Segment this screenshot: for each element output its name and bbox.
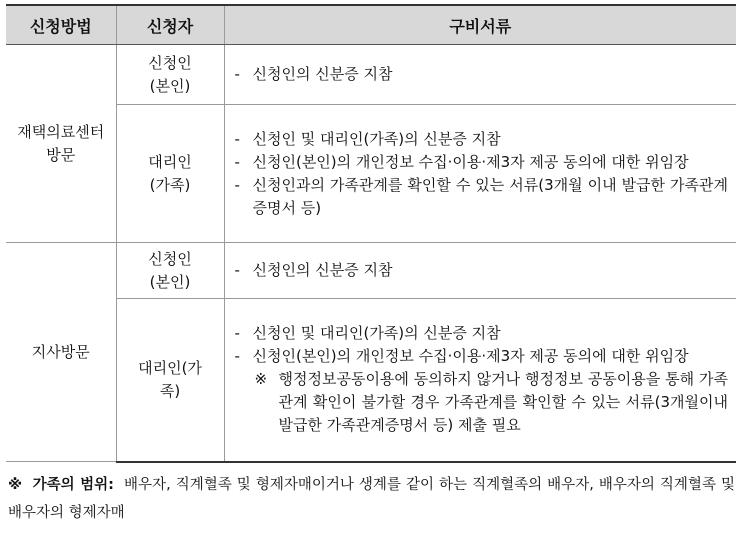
method-label: 재택의료센터 방문 [17, 122, 105, 164]
doc-item [235, 259, 729, 282]
method-clinic-visit [6, 45, 116, 243]
doc-item [235, 322, 729, 345]
footnote-text: 배우자, 직계혈족 및 형제자매이거나 생계를 같이 하는 직계혈족의 배우자, 배우자의 직계혈족 및 배우자의 형제자매 [8, 477, 735, 521]
doc-text: 신청인 및 대리인(가족)의 신분증 지참 [252, 129, 501, 148]
note-text: 행정정보공동이용에 동의하지 않거나 행정정보 공동이용을 통해 가족관계 확인이 불가할 경우 가족관계를 확인할 수 있는 서류(3개월이내 발급한 가족관계증명서 등) 제출 필요 [278, 370, 728, 435]
docs-cell [224, 105, 736, 243]
doc-text: 신청인과의 가족관계를 확인할 수 있는 서류(3개월 이내 발급한 가족관계증명서 등) [252, 175, 728, 217]
dash-marker: - [234, 324, 240, 343]
doc-text: 신청인의 신분증 지참 [252, 261, 393, 279]
requirements-table [6, 4, 736, 463]
doc-text: 신청인 및 대리인(가족)의 신분증 지참 [252, 324, 501, 343]
doc-text: 신청인(본인)의 개인정보 수집·이용·제3자 제공 동의에 대한 위임장 [252, 347, 689, 366]
table-header-row [6, 5, 736, 45]
doc-item [235, 345, 729, 368]
dash-marker: - [234, 261, 240, 279]
dash-marker: - [234, 129, 240, 148]
note-item [235, 368, 729, 437]
applicant-self [116, 45, 224, 105]
doc-item [235, 63, 729, 86]
applicant-label: 대리인(가 족) [138, 358, 202, 400]
table-row [6, 105, 736, 243]
method-label: 지사방문 [31, 342, 90, 361]
docs-cell [224, 299, 736, 462]
dash-marker: - [234, 152, 240, 171]
header-applicant: 신청자 [116, 5, 224, 45]
applicant-agent [116, 105, 224, 243]
doc-item [235, 174, 729, 220]
applicant-label: 신청인 (본인) [148, 53, 192, 95]
doc-text: 신청인(본인)의 개인정보 수집·이용·제3자 제공 동의에 대한 위임장 [252, 152, 689, 171]
method-branch-visit [6, 243, 116, 462]
dash-marker: - [234, 175, 240, 194]
note-mark: ※ [254, 370, 268, 389]
footnote-mark: ※ [8, 477, 23, 493]
table-row [6, 243, 736, 299]
dash-marker: - [234, 65, 240, 83]
table-row [6, 45, 736, 105]
doc-text: 신청인의 신분증 지참 [252, 65, 393, 83]
docs-cell [224, 243, 736, 299]
applicant-self [116, 243, 224, 299]
header-method: 신청방법 [6, 5, 116, 45]
footnote-label: 가족의 범위: [32, 477, 114, 493]
header-docs: 구비서류 [224, 5, 736, 45]
applicant-agent [116, 299, 224, 462]
applicant-label: 대리인 (가족) [148, 152, 192, 194]
docs-cell [224, 45, 736, 105]
table-row [6, 299, 736, 462]
dash-marker: - [234, 347, 240, 366]
doc-item [235, 151, 729, 174]
applicant-label: 신청인 (본인) [148, 249, 192, 291]
doc-item [235, 128, 729, 151]
footnote [8, 471, 735, 527]
